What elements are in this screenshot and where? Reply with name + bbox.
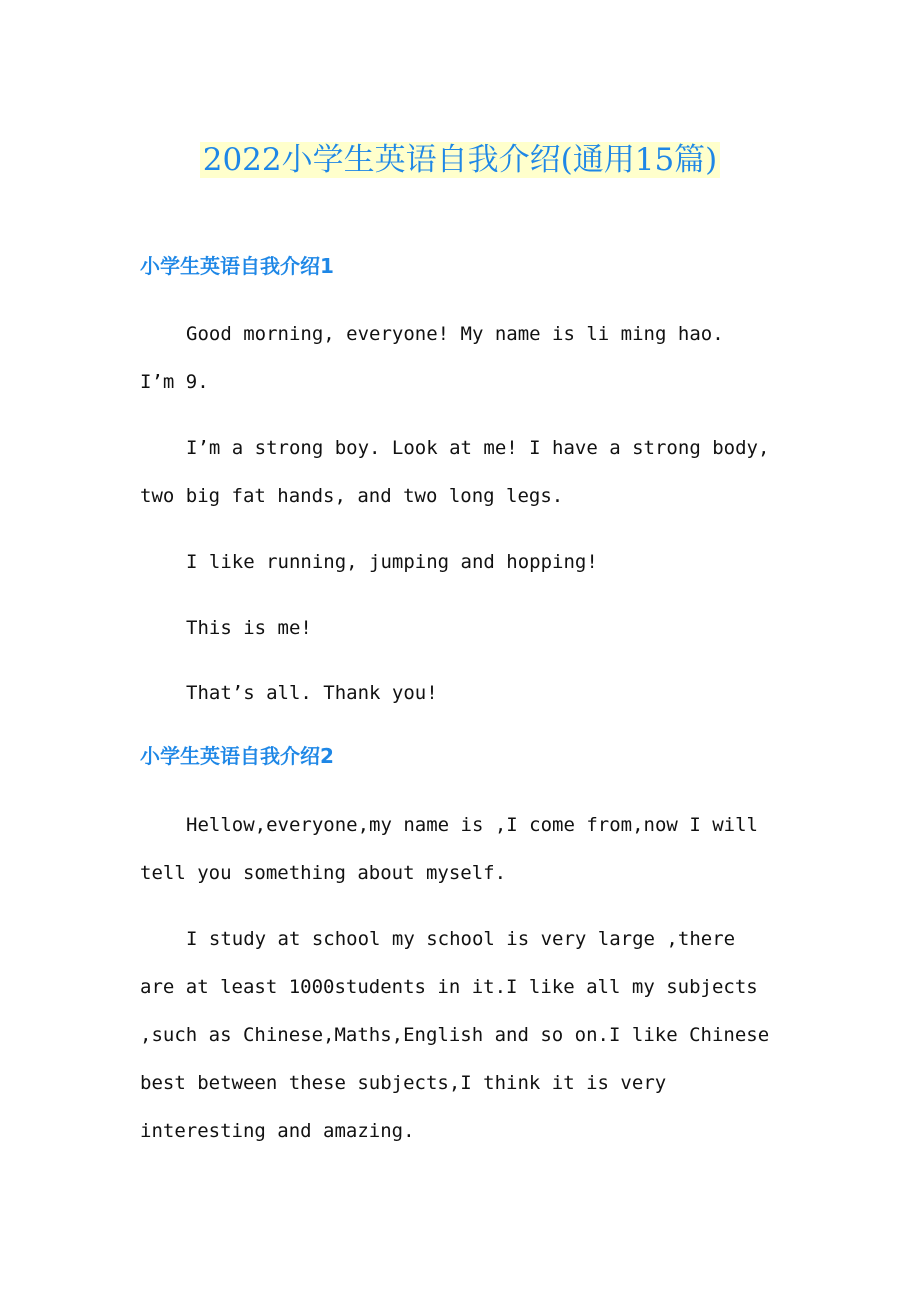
section-heading-2: 小学生英语自我介绍2 xyxy=(140,744,334,768)
section-1-paragraph-2: I’m a strong boy. Look at me! I have a strong body, two big fat hands, and two long legs. xyxy=(140,437,770,507)
section-1-paragraph-1: Good morning, everyone! My name is li ming hao. I’m 9. xyxy=(140,323,724,393)
section-1-paragraph-3: I like running, jumping and hopping! xyxy=(186,551,598,573)
section-2-paragraph-2: I study at school my school is very large ,there are at least 1000students in it.I like all my subjects ,such as Chinese,Maths,English and so on.I like Chinese best between these subjects,I think it is very interesting and amazing. xyxy=(140,928,770,1142)
section-1-paragraph-4: This is me! xyxy=(186,617,312,639)
section-1-paragraph-5: That’s all. Thank you! xyxy=(186,682,438,704)
section-heading-1: 小学生英语自我介绍1 xyxy=(140,254,334,278)
document-title xyxy=(0,138,920,182)
document-title-text: 2022小学生英语自我介绍(通用15篇) xyxy=(200,142,721,178)
section-2-paragraph-1: Hellow,everyone,my name is ,I come from,now I will tell you something about myself. xyxy=(140,814,758,884)
